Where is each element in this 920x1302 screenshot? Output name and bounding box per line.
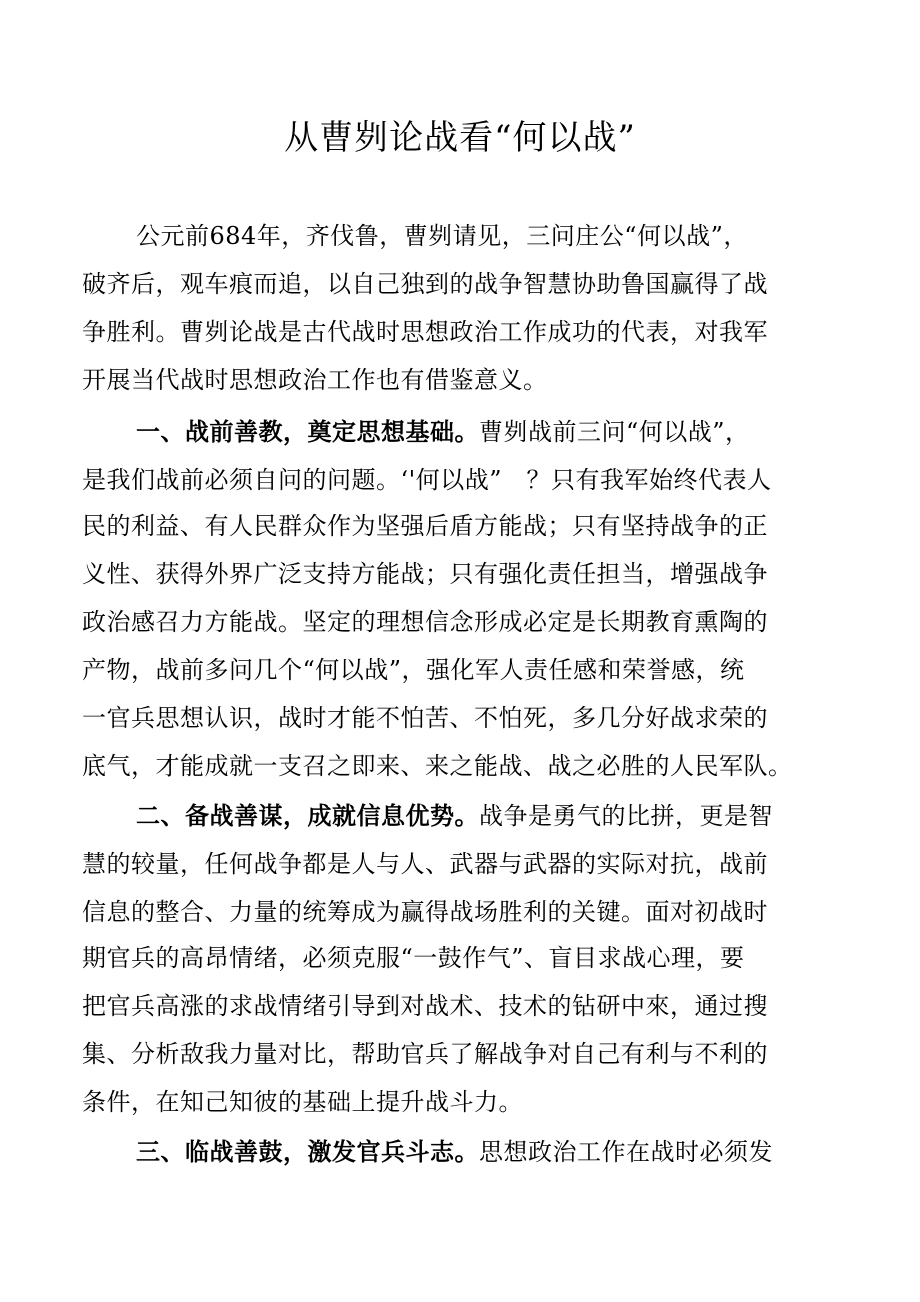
paragraph-1-line-1: 公元前684年，齐伐鲁，曹刿请见，三问庄公“何以战”， <box>136 222 748 250</box>
paragraph-2-line-7: 一官兵思想认识，战时才能不怕苦、不怕死，多几分好战求荣的 <box>82 704 768 732</box>
paragraph-3-line-2: 慧的较量，任何战争都是人与人、武器与武器的实际对抗，战前 <box>82 850 768 878</box>
section-heading-1: 一、战前善教，奠定思想基础。 <box>136 417 479 446</box>
paragraph-3-line-5: 把官兵高涨的求战情绪引导到对战术、技术的钻研中來，通过搜 <box>82 992 768 1020</box>
paragraph-2-line-1-text: 曹刿战前三问“何以战”， <box>479 418 750 446</box>
paragraph-3-line-3: 信息的整合、力量的统筹成为赢得战场胜利的关键。面对初战时 <box>82 898 768 926</box>
section-heading-2: 二、备战善谋，成就信息优势。 <box>136 801 479 830</box>
paragraph-4-line-1 <box>136 1130 773 1174</box>
section-heading-3: 三、临战善鼓，激发官兵斗志。 <box>136 1137 479 1166</box>
paragraph-2-line-4: 义性、获得外界广泛支持方能战；只有强化责任担当，增强战争 <box>82 560 768 588</box>
paragraph-3-line-4: 期官兵的高昂情绪，必须克服“一鼓作气”、盲目求战心理，要 <box>82 944 745 972</box>
paragraph-3-line-6: 集、分析敌我力量对比，帮助官兵了解战争对自己有利与不利的 <box>82 1040 768 1068</box>
paragraph-2-line-2: 是我们战前必须自问的问题。‘'何以战” ？只有我军始终代表人 <box>82 466 772 494</box>
paragraph-3-line-7: 条件，在知己知彼的基础上提升战斗力。 <box>82 1088 523 1116</box>
paragraph-2-line-5: 政治感召力方能战。坚定的理想信念形成必定是长期教育熏陶的 <box>82 608 768 636</box>
paragraph-3-line-1 <box>136 794 773 838</box>
paragraph-4-line-1-text: 思想政治工作在战时必须发 <box>479 1138 773 1166</box>
page-title: 从曹刿论战看“何以战” <box>284 118 636 158</box>
paragraph-1-line-2: 破齐后，观车痕而追，以自己独到的战争智慧协助鲁国赢得了战 <box>82 270 768 298</box>
paragraph-1-line-4: 开展当代战时思想政治工作也有借鉴意义。 <box>82 366 548 394</box>
paragraph-1-line-3: 争胜利。曹刿论战是古代战时思想政治工作成功的代表，对我军 <box>82 318 768 346</box>
paragraph-2-line-6: 产物，战前多问几个“何以战”，强化军人责任感和荣誉感，统 <box>82 656 745 684</box>
paragraph-2-line-1 <box>136 410 750 454</box>
paragraph-2-line-8: 底气，才能成就一支召之即来、来之能战、战之必胜的人民军队。 <box>82 752 793 780</box>
paragraph-2-line-3: 民的利益、有人民群众作为坚强后盾方能战；只有坚持战争的正 <box>82 512 768 540</box>
paragraph-3-line-1-text: 战争是勇气的比拼，更是智 <box>479 802 773 830</box>
